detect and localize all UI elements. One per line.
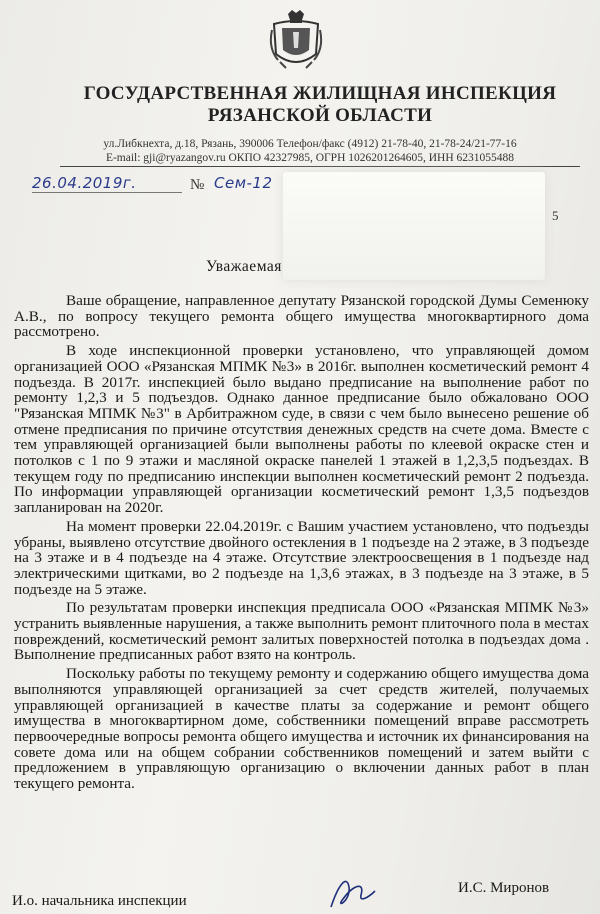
org-name-line2: РЯЗАНСКОЙ ОБЛАСТИ	[207, 105, 433, 126]
document-number: Сем-12	[214, 174, 273, 192]
contact-address: ул.Либкнехта, д.18, Рязань, 390006 Телефон/факс (4912) 21-78-40, 21-78-24/21-77-16	[103, 138, 517, 150]
document-date: 26.04.2019г.	[32, 174, 182, 193]
paragraph: На момент проверки 22.04.2019г. с Вашим участием установлено, что подъезды убраны, выявлено отсутствие двойного остекления в 1 подъезде на 2 этаже, в 3 подъезде на 3 этаже и в 4 подъезде на 4 этаже. Отсутствие электроосвещения в 1 подъезде над электрическими щитками, во 2 подъезде на 1,3,6 этажах, в 3 подъезде на 3 этаже, в 5 подъезде на 5 этаже.	[14, 517, 589, 598]
paragraph: Поскольку работы по текущему ремонту и содержанию общего имущества дома выполняются управляющей организацией за счет средств жителей, получаемых управляющей организацией в качестве платы за содержание и ремонт общего имущества в многоквартирном доме, собственники помещений вправе рассмотреть первоочередные вопросы ремонта общего имущества и источник их финансирования на совете дома или на общем собрании собственников помещений и затем выйти с предложением в управляющую организацию о включении данных работ в план текущего ремонта.	[14, 665, 589, 793]
signature-scribble-icon	[325, 873, 380, 913]
letter-body	[14, 293, 589, 792]
signatory-role: И.о. начальника инспекции	[12, 893, 187, 909]
redacted-area	[283, 172, 545, 280]
signatory-name: И.С. Миронов	[458, 880, 550, 896]
paragraph: Ваше обращение, направленное депутату Рязанской городской Думы Семенюку А.В., по вопросу текущего ремонта общего имущества многоквартирного дома рассмотрено.	[14, 292, 589, 341]
header-divider	[60, 166, 580, 167]
paragraph: В ходе инспекционной проверки установлено, что управляющей домом организацией ООО «Рязанская МПМК №3» в 2016г. выполнен косметический ремонт 4 подъезда. В 2017г. инспекцией было выдано предписание на выполнение работ по ремонту 1,2,3 и 5 подъездов. Однако данное предписание было обжаловано ООО "Рязанская МПМК №3" в Арбитражном суде, в связи с чем было вынесено решение об отмене предписания по причине отсутствия денежных средств на счете дома. Вместе с тем управляющей организацией были выполнены работы по клеевой окраске стен и потолков с 1 по 9 этажи и масляной окраске панелей 1 этажей в 1,2,3,5 подъездах. В текущем году по предписанию инспекции выполнен косметический ремонт 2 подъезда. По информации управляющей организации косметический ремонт 1,3,5 подъездов запланирован на 2020г.	[14, 342, 589, 517]
org-name-line1: ГОСУДАРСТВЕННАЯ ЖИЛИЩНАЯ ИНСПЕКЦИЯ	[83, 83, 557, 104]
paragraph: По результатам проверки инспекция предписала ООО «Рязанская МПМК №3» устранить выявленные нарушения, а также выполнить ремонт плиточного пола в местах повреждений, косметический ремонт залитых поверхностей потолка в подъездах дома . Выполнение предписанных работ взято на контроль.	[14, 599, 589, 664]
number-sign: №	[190, 177, 205, 193]
contact-codes: E-mail: gji@ryazangov.ru ОКПО 42327985, ОГРН 1026201264605, ИНН 6231055488	[105, 152, 515, 164]
coat-of-arms-icon	[268, 8, 324, 72]
side-digit: 5	[552, 208, 559, 223]
greeting: Уважаемая	[206, 258, 282, 275]
